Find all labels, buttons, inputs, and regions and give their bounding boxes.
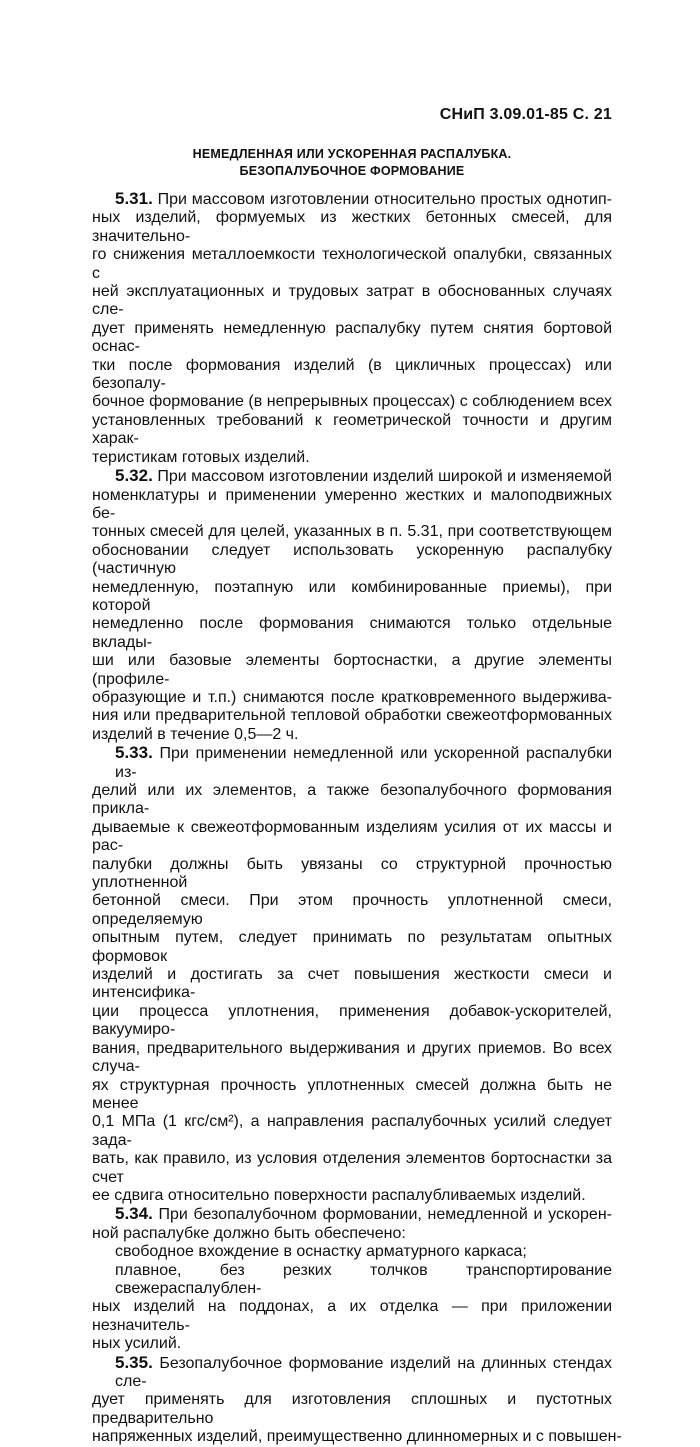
line-text: ее сдвига относительно поверхности распалубливаемых изделий.: [92, 1186, 586, 1204]
line-text: палубки должны быть увязаны со структурной прочностью уплотненной: [92, 855, 612, 892]
line-text: 0,1 МПа (1 кгс/см²), а направления распалубочных усилий следует зада-: [92, 1113, 612, 1149]
text-line: [92, 966, 612, 1003]
text-line: [92, 856, 612, 893]
line-text: дываемые к свежеотформованным изделиям усилия от их массы и рас-: [92, 818, 612, 855]
text-line: [92, 726, 612, 744]
text-line: [92, 1077, 612, 1114]
text-line: [92, 1391, 612, 1428]
line-text: бетонной смеси. При этом прочность уплотненной смеси, определяемую: [92, 892, 612, 928]
text-line: [92, 1150, 612, 1187]
line-text: При массовом изготовлении относительно простых однотип-: [157, 191, 612, 208]
line-text: бочное формование (в непрерывных процессах) с соблюдением всех: [92, 393, 612, 411]
line-text: ши или базовые элементы бортоснастки, а другие элементы (профиле-: [92, 652, 612, 688]
line-text: обосновании следует использовать ускоренную распалубку (частичную: [92, 541, 612, 578]
line-text: плавное, без резких толчков транспортирование свежераспалублен-: [115, 1261, 612, 1297]
text-line: [92, 1428, 622, 1446]
paragraph: [92, 1205, 612, 1243]
section-title: [92, 146, 612, 180]
line-text: делий или их элементов, а также безопалубочного формования прикла-: [92, 782, 612, 818]
line-text: ции процесса уплотнения, применения добавок-ускорителей, вакуумиро-: [92, 1002, 612, 1039]
text-line: [92, 467, 612, 486]
line-text: вать, как правило, из условия отделения элементов бортоснастки за счет: [92, 1150, 612, 1186]
text-line: [92, 1040, 612, 1077]
line-text: го снижения металлоемкости технологической опалубки, связанных с: [92, 246, 612, 282]
line-text: ней эксплуатационных и трудовых затрат в обоснованных случаях сле-: [92, 283, 612, 319]
paragraph: [92, 1352, 622, 1447]
paragraph: [92, 190, 612, 467]
paragraph-number: 5.35.: [115, 1352, 153, 1372]
text-line: [92, 782, 612, 819]
paragraph: [92, 744, 612, 1205]
text-line: [92, 1003, 612, 1040]
text-line: [92, 1187, 612, 1205]
line-text: При массовом изготовлении изделий широкой и изменяемой: [157, 468, 612, 486]
paragraph: [92, 467, 612, 744]
text-line: [92, 579, 612, 616]
text-line: [92, 1298, 612, 1335]
text-line: [92, 929, 612, 966]
text-line: [92, 190, 612, 209]
line-text: изделий в течение 0,5—2 ч.: [92, 725, 299, 743]
line-text: номенклатуры и применении умеренно жестких и малоподвижных бе-: [92, 486, 612, 522]
text-line: [92, 689, 612, 707]
line-text: опытным путем, следует принимать по результатам опытных формовок: [92, 929, 612, 965]
line-text: ных изделий на поддонах, а их отделка — при приложении незначитель-: [92, 1298, 612, 1334]
text-line: [92, 393, 612, 411]
line-text: ных изделий, формуемых из жестких бетонных смесей, для значительно-: [92, 209, 612, 245]
line-text: ной распалубке должно быть обеспечено:: [92, 1224, 406, 1242]
paragraph-number: 5.33.: [115, 743, 153, 763]
text-line: [92, 283, 612, 320]
text-line: [92, 357, 612, 394]
paragraph: [92, 1243, 612, 1261]
text-line: [92, 487, 612, 524]
line-text: тонных смесей для целей, указанных в п. 5.31, при соответствующем: [92, 523, 612, 541]
line-text: При безопалубочном формовании, немедленной и ускорен-: [158, 1206, 612, 1224]
line-text: вания, предварительного выдерживания и других приемов. Во всех случа-: [92, 1039, 612, 1076]
paragraph-number: 5.32.: [115, 466, 153, 486]
text-line: [92, 523, 612, 541]
text-line: [92, 1205, 612, 1224]
text-line: [92, 892, 612, 929]
line-text: свободное вхождение в оснастку арматурного каркаса;: [115, 1243, 527, 1261]
line-text: дует применять для изготовления сплошных и пустотных предварительно: [92, 1391, 612, 1427]
text-line: [92, 1262, 612, 1299]
line-text: При применении немедленной или ускоренной распалубки из-: [115, 745, 613, 781]
line-text: ных усилий.: [92, 1335, 182, 1353]
text-line: [92, 707, 612, 725]
text-line: [92, 1354, 612, 1392]
line-text: образующие и т.п.) снимаются после кратковременного выдержива-: [92, 688, 612, 706]
section-title-line: НЕМЕДЛЕННАЯ ИЛИ УСКОРЕННАЯ РАСПАЛУБКА.: [192, 147, 512, 161]
line-text: дует применять немедленную распалубку путем снятия бортовой оснас-: [92, 319, 612, 356]
line-text: немедленно после формования снимаются только отдельные вклады-: [92, 615, 612, 651]
text-line: [92, 320, 612, 357]
paragraph: [92, 1262, 612, 1354]
text-line: [92, 412, 612, 449]
text-line: [92, 1243, 612, 1261]
running-head: СНиП 3.09.01-85 С. 21: [439, 106, 612, 123]
paragraph-number: 5.31.: [115, 189, 153, 208]
text-line: [92, 542, 612, 579]
text-line: [92, 1113, 612, 1150]
text-line: [92, 744, 612, 782]
line-text: тки после формования изделий (в цикличных процессах) или безопалу-: [92, 356, 612, 393]
text-line: [92, 819, 612, 856]
line-text: установленных требований к геометрической точности и другим харак-: [92, 411, 612, 448]
text-line: [92, 615, 612, 652]
text-line: [92, 1335, 612, 1353]
line-text: теристикам готовых изделий.: [92, 448, 310, 466]
line-text: Безопалубочное формование изделий на длинных стендах сле-: [115, 1354, 612, 1390]
section-title-line: БЕЗОПАЛУБОЧНОЕ ФОРМОВАНИЕ: [239, 164, 465, 178]
line-text: немедленную, поэтапную или комбинированные приемы), при которой: [92, 578, 612, 614]
paragraph-number: 5.34.: [115, 1204, 153, 1224]
line-text: изделий и достигать за счет повышения жесткости смеси и интенсифика-: [92, 966, 612, 1002]
document-body: [92, 189, 622, 1447]
line-text: ях структурная прочность уплотненных смесей должна быть не менее: [92, 1076, 612, 1112]
text-line: [92, 449, 612, 467]
text-line: [92, 652, 612, 689]
text-line: [92, 209, 612, 246]
line-text: ния или предварительной тепловой обработки свежеотформованных: [92, 707, 612, 725]
text-line: [92, 1225, 612, 1243]
text-line: [92, 246, 612, 283]
line-text: напряженных изделий, преимущественно длинномерных и с повышен-: [92, 1428, 622, 1446]
